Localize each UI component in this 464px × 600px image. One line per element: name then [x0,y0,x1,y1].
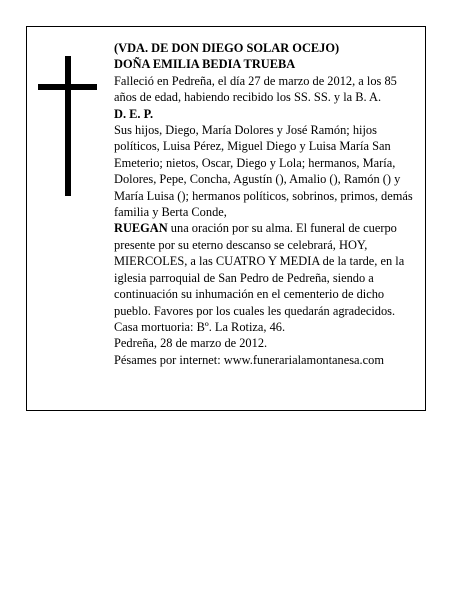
funeral-request [114,220,420,335]
ruegan-word: RUEGAN [114,221,168,236]
funeral-details: una oración por su alma. El funeral de cuerpo presente por su eterno descanso se celebrará, HOY, MIERCOLES, a las CUATRO Y MEDIA de la tarde, en la iglesia parroquial de San Pedro de Pedreña, siendo a continuación su inhumación en el cementerio de dicho pueblo. Favores por los cuales les quedarán agradecidos. Casa mortuoria: Bº. La Rotiza, 46. [114,221,405,334]
date-line: Pedreña, 28 de marzo de 2012. [114,336,268,351]
cross-vertical-bar [65,56,71,196]
widow-of-line: (VDA. DE DON DIEGO SOLAR OCEJO) [114,41,340,55]
family-list: Sus hijos, Diego, María Dolores y José Ramón; hijos políticos, Luisa Pérez, Miguel Diego y Luisa María San Emeterio; nietos, Oscar, Diego y Lola; hermanos, María, Dolores, Pepe, Concha, Agustín (), Amalio (), Ramón () y María Luisa (); hermanos políticos, sobrinos, primos, demás familia y Berta Conde, [114,123,413,220]
obituary-text [114,40,420,368]
condolences-line: Pésames por internet: www.funerarialamontanesa.com [114,352,384,367]
dep-line: D. E. P. [114,106,154,121]
deceased-name: DOÑA EMILIA BEDIA TRUEBA [114,57,296,72]
cross-horizontal-bar [38,84,97,90]
death-info: Falleció en Pedreña, el día 27 de marzo de 2012, a los 85 años de edad, habiendo recibido los SS. SS. y la B. A. [114,73,397,105]
